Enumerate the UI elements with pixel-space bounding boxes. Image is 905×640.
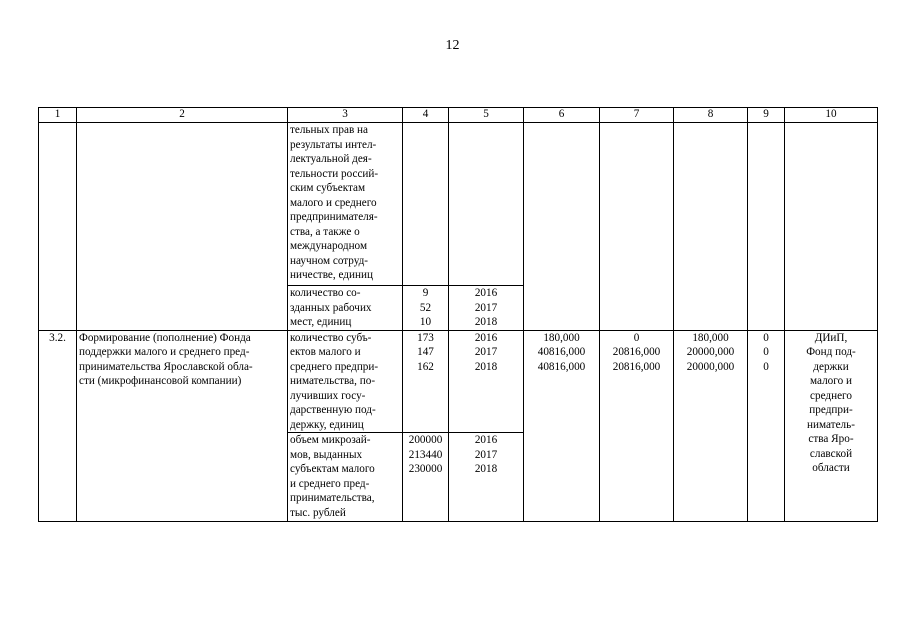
text-line: объем микрозай- bbox=[290, 434, 371, 446]
text-line: 162 bbox=[417, 360, 434, 373]
text-line: 0 bbox=[763, 346, 769, 358]
program-table bbox=[38, 107, 878, 522]
text-line: 2017 bbox=[474, 346, 498, 358]
text-line: держки bbox=[813, 360, 849, 373]
cell-measure-empty bbox=[77, 123, 288, 331]
header-cell: 10 bbox=[785, 108, 878, 123]
continuation-row bbox=[39, 123, 878, 286]
text-line: научном сотруд- bbox=[290, 254, 369, 267]
text-line: 147 bbox=[417, 346, 434, 358]
header-cell: 2 bbox=[77, 108, 288, 123]
values-subjects bbox=[403, 330, 449, 433]
text-line: предпринимателя- bbox=[290, 211, 378, 223]
values-microloans bbox=[403, 433, 449, 522]
row-number: 3.2. bbox=[39, 330, 77, 522]
cell-executor-empty bbox=[785, 123, 878, 331]
text-line: ства Яро- bbox=[808, 433, 854, 445]
text-line: 180,000 bbox=[692, 331, 729, 344]
text-line: 2018 bbox=[474, 316, 498, 328]
text-line: 40816,000 bbox=[537, 346, 586, 358]
text-line: 2018 bbox=[474, 360, 498, 373]
text-line: 20816,000 bbox=[612, 360, 661, 373]
text-line: малого и среднего bbox=[290, 196, 377, 209]
text-line: 10 bbox=[419, 316, 432, 328]
text-line: тыс. рублей bbox=[290, 506, 346, 519]
header-cell: 4 bbox=[403, 108, 449, 123]
text-line: 2017 bbox=[474, 301, 498, 314]
years-subjects bbox=[449, 330, 524, 433]
col6-values bbox=[524, 330, 600, 522]
text-line: международном bbox=[290, 240, 368, 252]
text-line: нимательства, по- bbox=[290, 375, 376, 387]
text-line: 180,000 bbox=[543, 331, 580, 344]
cell-number-empty bbox=[39, 123, 77, 331]
text-line: 230000 bbox=[408, 463, 443, 475]
text-line: среднего предпри- bbox=[290, 360, 379, 373]
values-jobs bbox=[403, 286, 449, 331]
cell-col6-empty bbox=[524, 123, 600, 331]
header-cell: 5 bbox=[449, 108, 524, 123]
text-line: 2016 bbox=[474, 287, 498, 299]
text-line: сти (микрофинансовой компании) bbox=[79, 375, 242, 387]
text-line: мест, единиц bbox=[290, 316, 352, 328]
header-cell: 9 bbox=[748, 108, 785, 123]
text-line: зданных рабочих bbox=[290, 301, 372, 314]
cell-col9-empty bbox=[748, 123, 785, 331]
indicator-subjects bbox=[288, 330, 403, 433]
years-jobs bbox=[449, 286, 524, 331]
text-line: и среднего пред- bbox=[290, 477, 370, 490]
text-line: ниматель- bbox=[807, 418, 855, 431]
text-line: ДИиП, bbox=[814, 331, 848, 344]
header-row bbox=[39, 108, 878, 123]
cell-years-empty bbox=[449, 123, 524, 286]
header-cell: 1 bbox=[39, 108, 77, 123]
text-line: 20816,000 bbox=[612, 346, 661, 358]
text-line: 2017 bbox=[474, 448, 498, 461]
text-line: 0 bbox=[763, 360, 769, 373]
text-line: 2018 bbox=[474, 463, 498, 475]
indicator-microloans bbox=[288, 433, 403, 522]
cell-values-empty bbox=[403, 123, 449, 286]
text-line: среднего bbox=[810, 389, 852, 402]
years-microloans bbox=[449, 433, 524, 522]
text-line: принимательства, bbox=[290, 492, 375, 504]
text-line: 20000,000 bbox=[686, 360, 735, 373]
row-3-2-a bbox=[39, 330, 878, 433]
text-line: ектов малого и bbox=[290, 346, 361, 358]
text-line: лучивших госу- bbox=[290, 389, 366, 402]
text-line: количество субъ- bbox=[290, 331, 372, 344]
text-line: 52 bbox=[419, 301, 432, 314]
text-line: 20000,000 bbox=[686, 346, 735, 358]
text-line: количество со- bbox=[290, 287, 361, 299]
cell-col8-empty bbox=[674, 123, 748, 331]
text-line: результаты интел- bbox=[290, 138, 377, 151]
col7-values bbox=[600, 330, 674, 522]
text-line: области bbox=[812, 462, 850, 474]
text-line: ничестве, единиц bbox=[290, 269, 373, 281]
indicator-jobs bbox=[288, 286, 403, 331]
text-line: ства, а также о bbox=[290, 225, 360, 238]
page-number: 12 bbox=[445, 38, 460, 53]
header-cell: 8 bbox=[674, 108, 748, 123]
text-line: 40816,000 bbox=[537, 360, 586, 373]
text-line: 213440 bbox=[408, 448, 443, 461]
text-line: дарственную под- bbox=[290, 404, 376, 416]
header-cell: 3 bbox=[288, 108, 403, 123]
text-line: предпри- bbox=[809, 404, 853, 416]
text-line: малого и bbox=[810, 375, 852, 387]
text-line: славской bbox=[809, 447, 853, 460]
text-line: субъектам малого bbox=[290, 463, 375, 475]
col8-values bbox=[674, 330, 748, 522]
text-line: 0 bbox=[633, 331, 640, 344]
text-line: принимательства Ярославской обла- bbox=[79, 360, 253, 373]
text-line: 2016 bbox=[474, 434, 498, 446]
text-line: Формирование (пополнение) Фонда bbox=[79, 331, 251, 344]
header-cell: 6 bbox=[524, 108, 600, 123]
text-line: поддержки малого и среднего пред- bbox=[79, 346, 250, 358]
text-line: 9 bbox=[422, 287, 429, 299]
text-line: держку, единиц bbox=[290, 418, 364, 431]
cell-col7-empty bbox=[600, 123, 674, 331]
text-line: 2016 bbox=[474, 331, 498, 344]
measure-text bbox=[77, 330, 288, 522]
text-line: ским субъектам bbox=[290, 182, 366, 194]
indicator-continuation bbox=[288, 123, 403, 286]
text-line: 0 bbox=[763, 331, 769, 344]
text-line: тельности россий- bbox=[290, 167, 379, 180]
header-cell: 7 bbox=[600, 108, 674, 123]
text-line: 173 bbox=[417, 331, 434, 344]
text-line: Фонд под- bbox=[806, 346, 856, 358]
text-line: мов, выданных bbox=[290, 448, 363, 461]
executor bbox=[785, 330, 878, 522]
text-line: лектуальной дея- bbox=[290, 153, 372, 165]
col9-values bbox=[748, 330, 785, 522]
text-line: тельных прав на bbox=[290, 124, 369, 136]
text-line: 200000 bbox=[408, 434, 443, 446]
